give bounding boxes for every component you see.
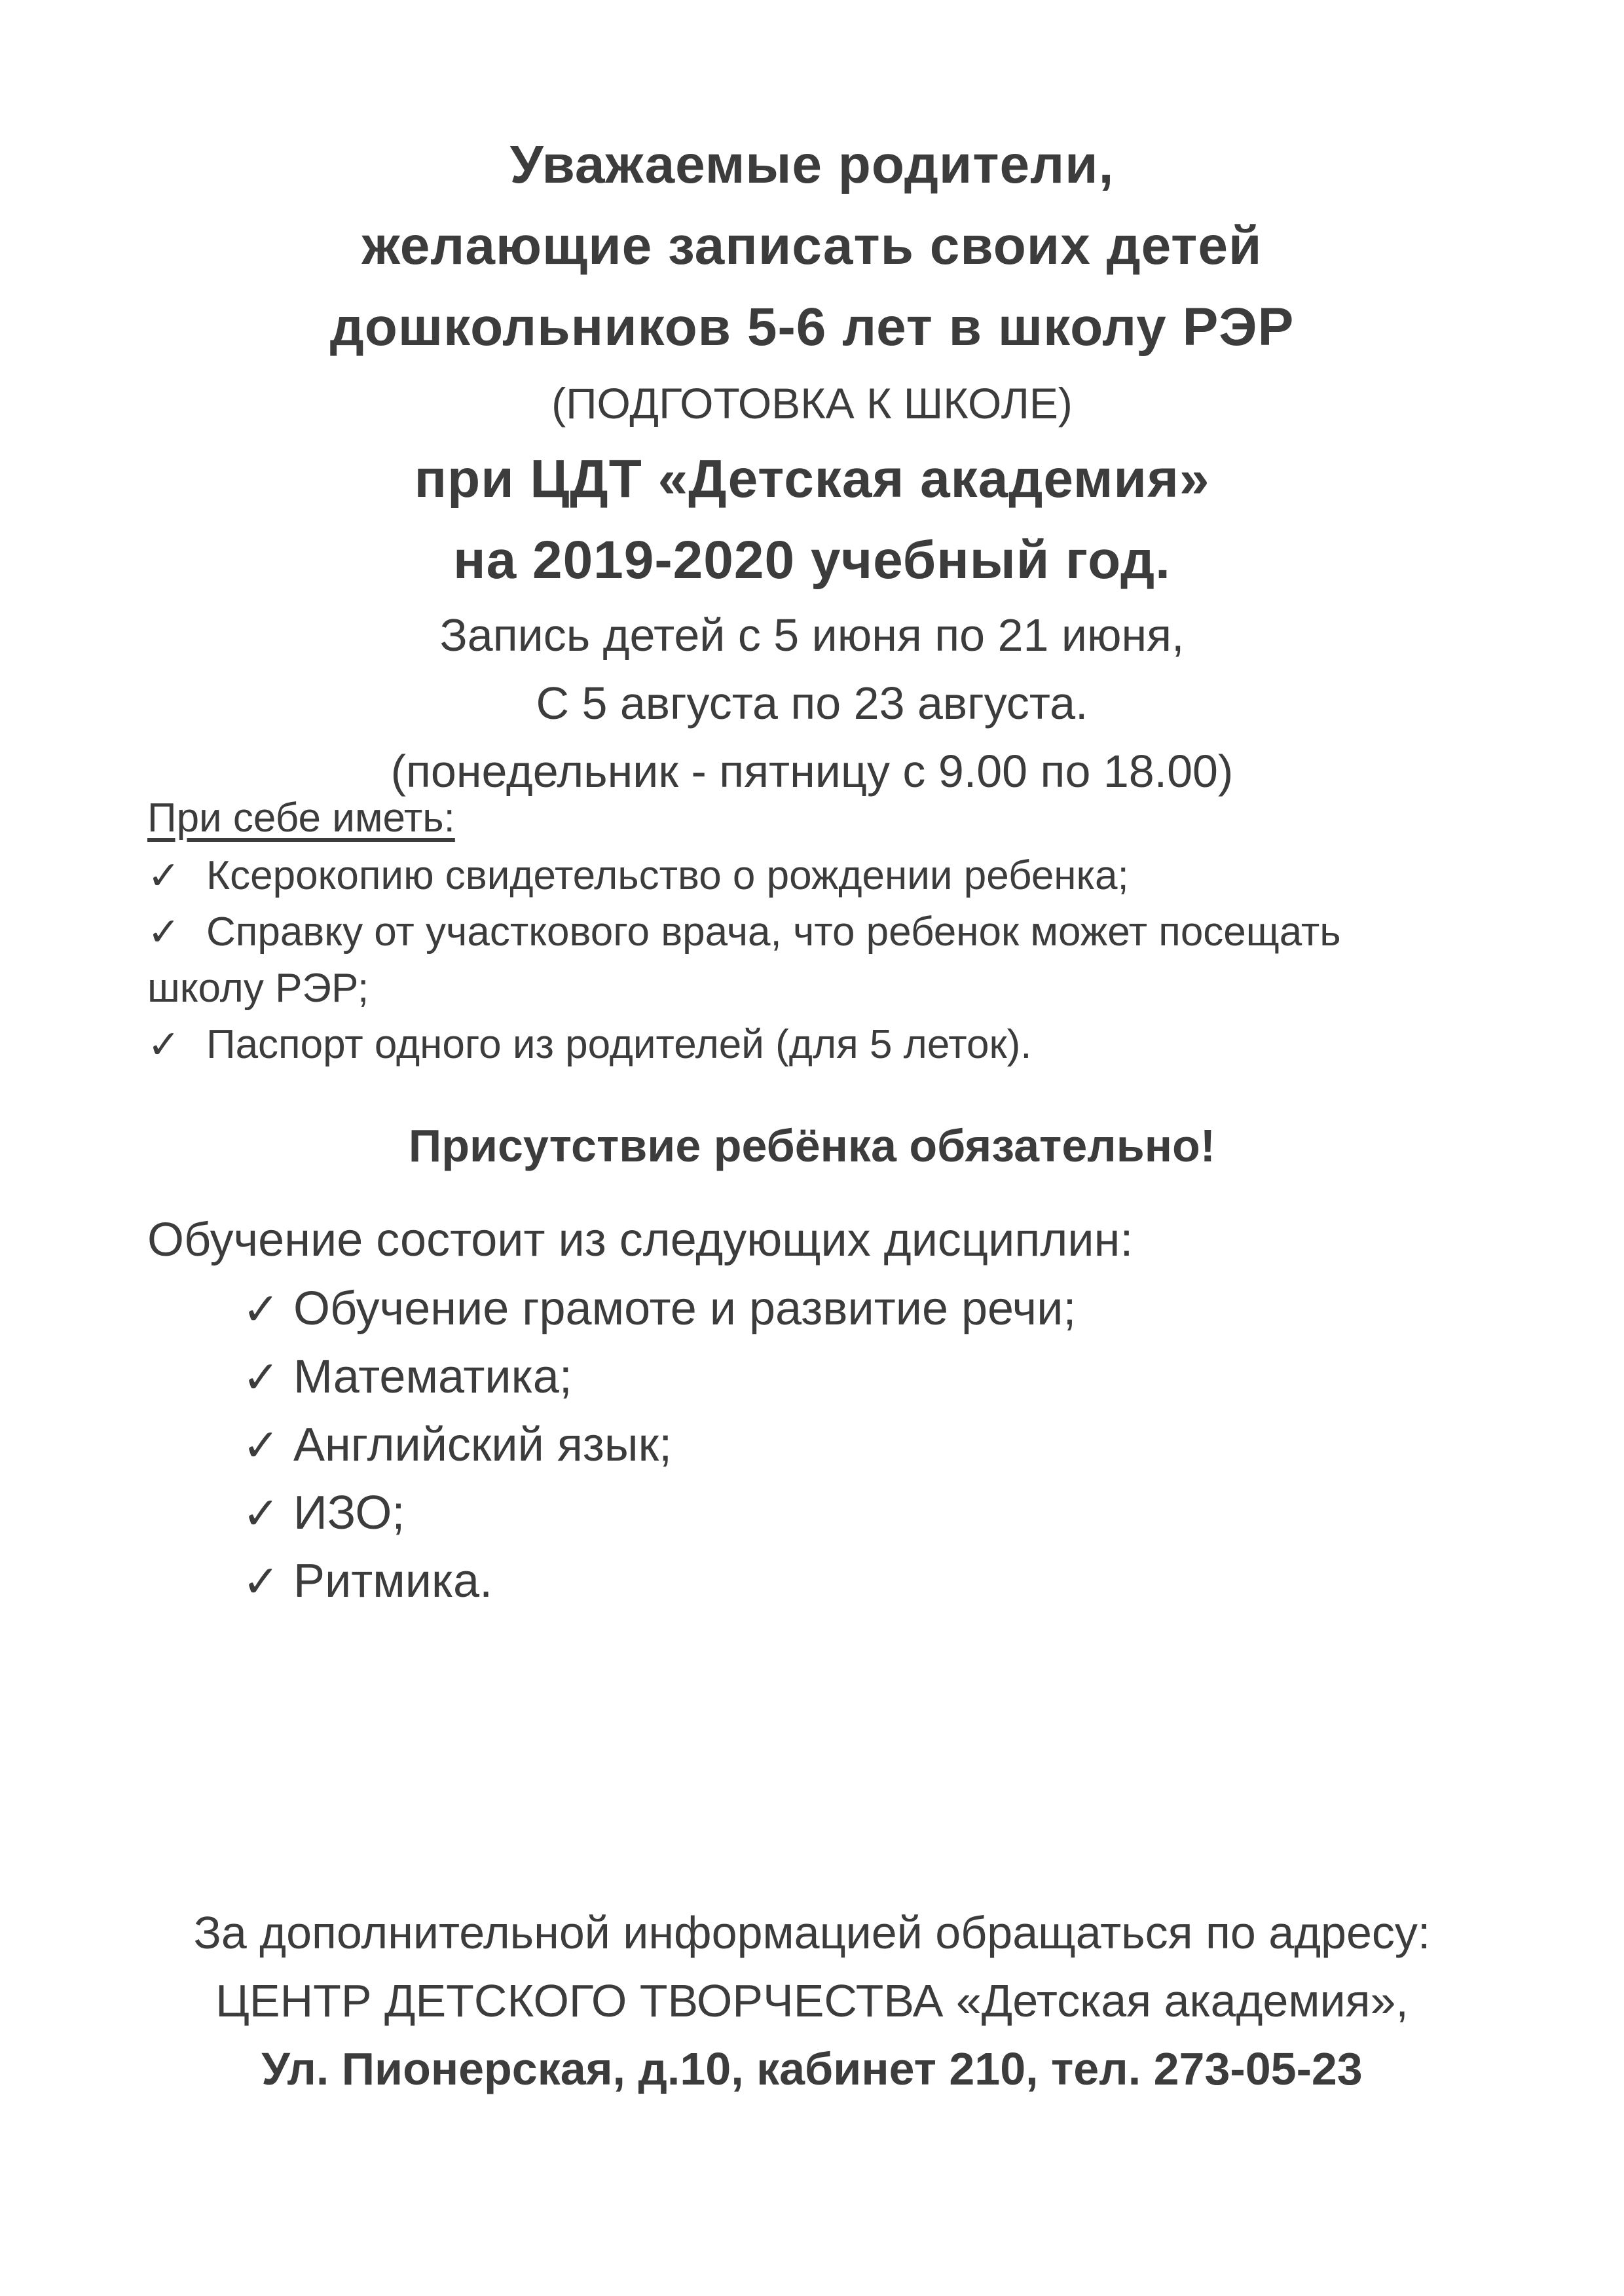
address-phone: Ул. Пионерская, д.10, кабинет 210, тел. 273-05-23 — [261, 2043, 1363, 2094]
list-item — [147, 1480, 1522, 1548]
checkmark-icon: ✓ — [147, 910, 181, 954]
list-item — [147, 904, 1509, 960]
greeting-heading: Уважаемые родители, — [509, 135, 1115, 194]
list-item — [147, 848, 1509, 904]
list-item-text: Справку от участкового врача, что ребенок может посещать — [206, 909, 1341, 955]
list-item-text: ИЗО; — [293, 1487, 405, 1539]
list-item-text: Ксерокопию свидетельство о рождении ребенка; — [206, 853, 1129, 898]
list-item — [147, 1343, 1522, 1412]
required-documents-title: При себе иметь: — [147, 795, 455, 841]
disciplines-title: Обучение состоит из следующих дисциплин: — [147, 1214, 1134, 1266]
heading-line-3: дошкольников 5-6 лет в школу РЭР — [329, 297, 1295, 357]
organization-name: ЦЕНТР ДЕТСКОГО ТВОРЧЕСТВА «Детская академия», — [215, 1975, 1409, 2026]
list-item-text: школу РЭР; — [147, 966, 369, 1011]
list-item-text: Ритмика. — [293, 1555, 493, 1607]
list-item — [147, 1412, 1522, 1480]
checkmark-icon: ✓ — [147, 854, 181, 898]
list-item-text: Английский язык; — [293, 1419, 673, 1471]
enrollment-hours: (понедельник - пятницу с 9.00 по 18.00) — [390, 746, 1234, 797]
presence-notice: Присутствие ребёнка обязательно! — [408, 1120, 1216, 1171]
contact-footer — [0, 1899, 1624, 2103]
checkmark-icon: ✓ — [242, 1557, 280, 1607]
list-item — [147, 1548, 1522, 1616]
list-item — [147, 1275, 1522, 1343]
checkmark-icon: ✓ — [242, 1421, 280, 1470]
announcement-header — [0, 124, 1624, 805]
checkmark-icon: ✓ — [242, 1489, 280, 1539]
list-item-text: Паспорт одного из родителей (для 5 леток). — [206, 1022, 1032, 1067]
list-item — [147, 1017, 1509, 1073]
enrollment-dates-1: Запись детей с 5 июня по 21 июня, — [439, 610, 1185, 661]
contact-intro: За дополнительной информацией обращаться по адресу: — [193, 1907, 1431, 1958]
heading-line-2: желающие записать своих детей — [361, 216, 1263, 276]
list-item-continuation — [147, 960, 1509, 1017]
school-year-heading: на 2019-2020 учебный год. — [453, 530, 1171, 590]
program-subtitle: (ПОДГОТОВКА К ШКОЛЕ) — [551, 379, 1073, 428]
disciplines-section — [147, 1205, 1522, 1616]
organization-heading: при ЦДТ «Детская академия» — [414, 449, 1210, 509]
list-item-text: Математика; — [293, 1351, 572, 1403]
checkmark-icon: ✓ — [242, 1353, 280, 1402]
required-documents — [147, 789, 1509, 1073]
list-item-text: Обучение грамоте и развитие речи; — [293, 1283, 1077, 1335]
enrollment-dates-2: С 5 августа по 23 августа. — [536, 678, 1088, 729]
checkmark-icon: ✓ — [242, 1285, 280, 1334]
checkmark-icon: ✓ — [147, 1023, 181, 1066]
